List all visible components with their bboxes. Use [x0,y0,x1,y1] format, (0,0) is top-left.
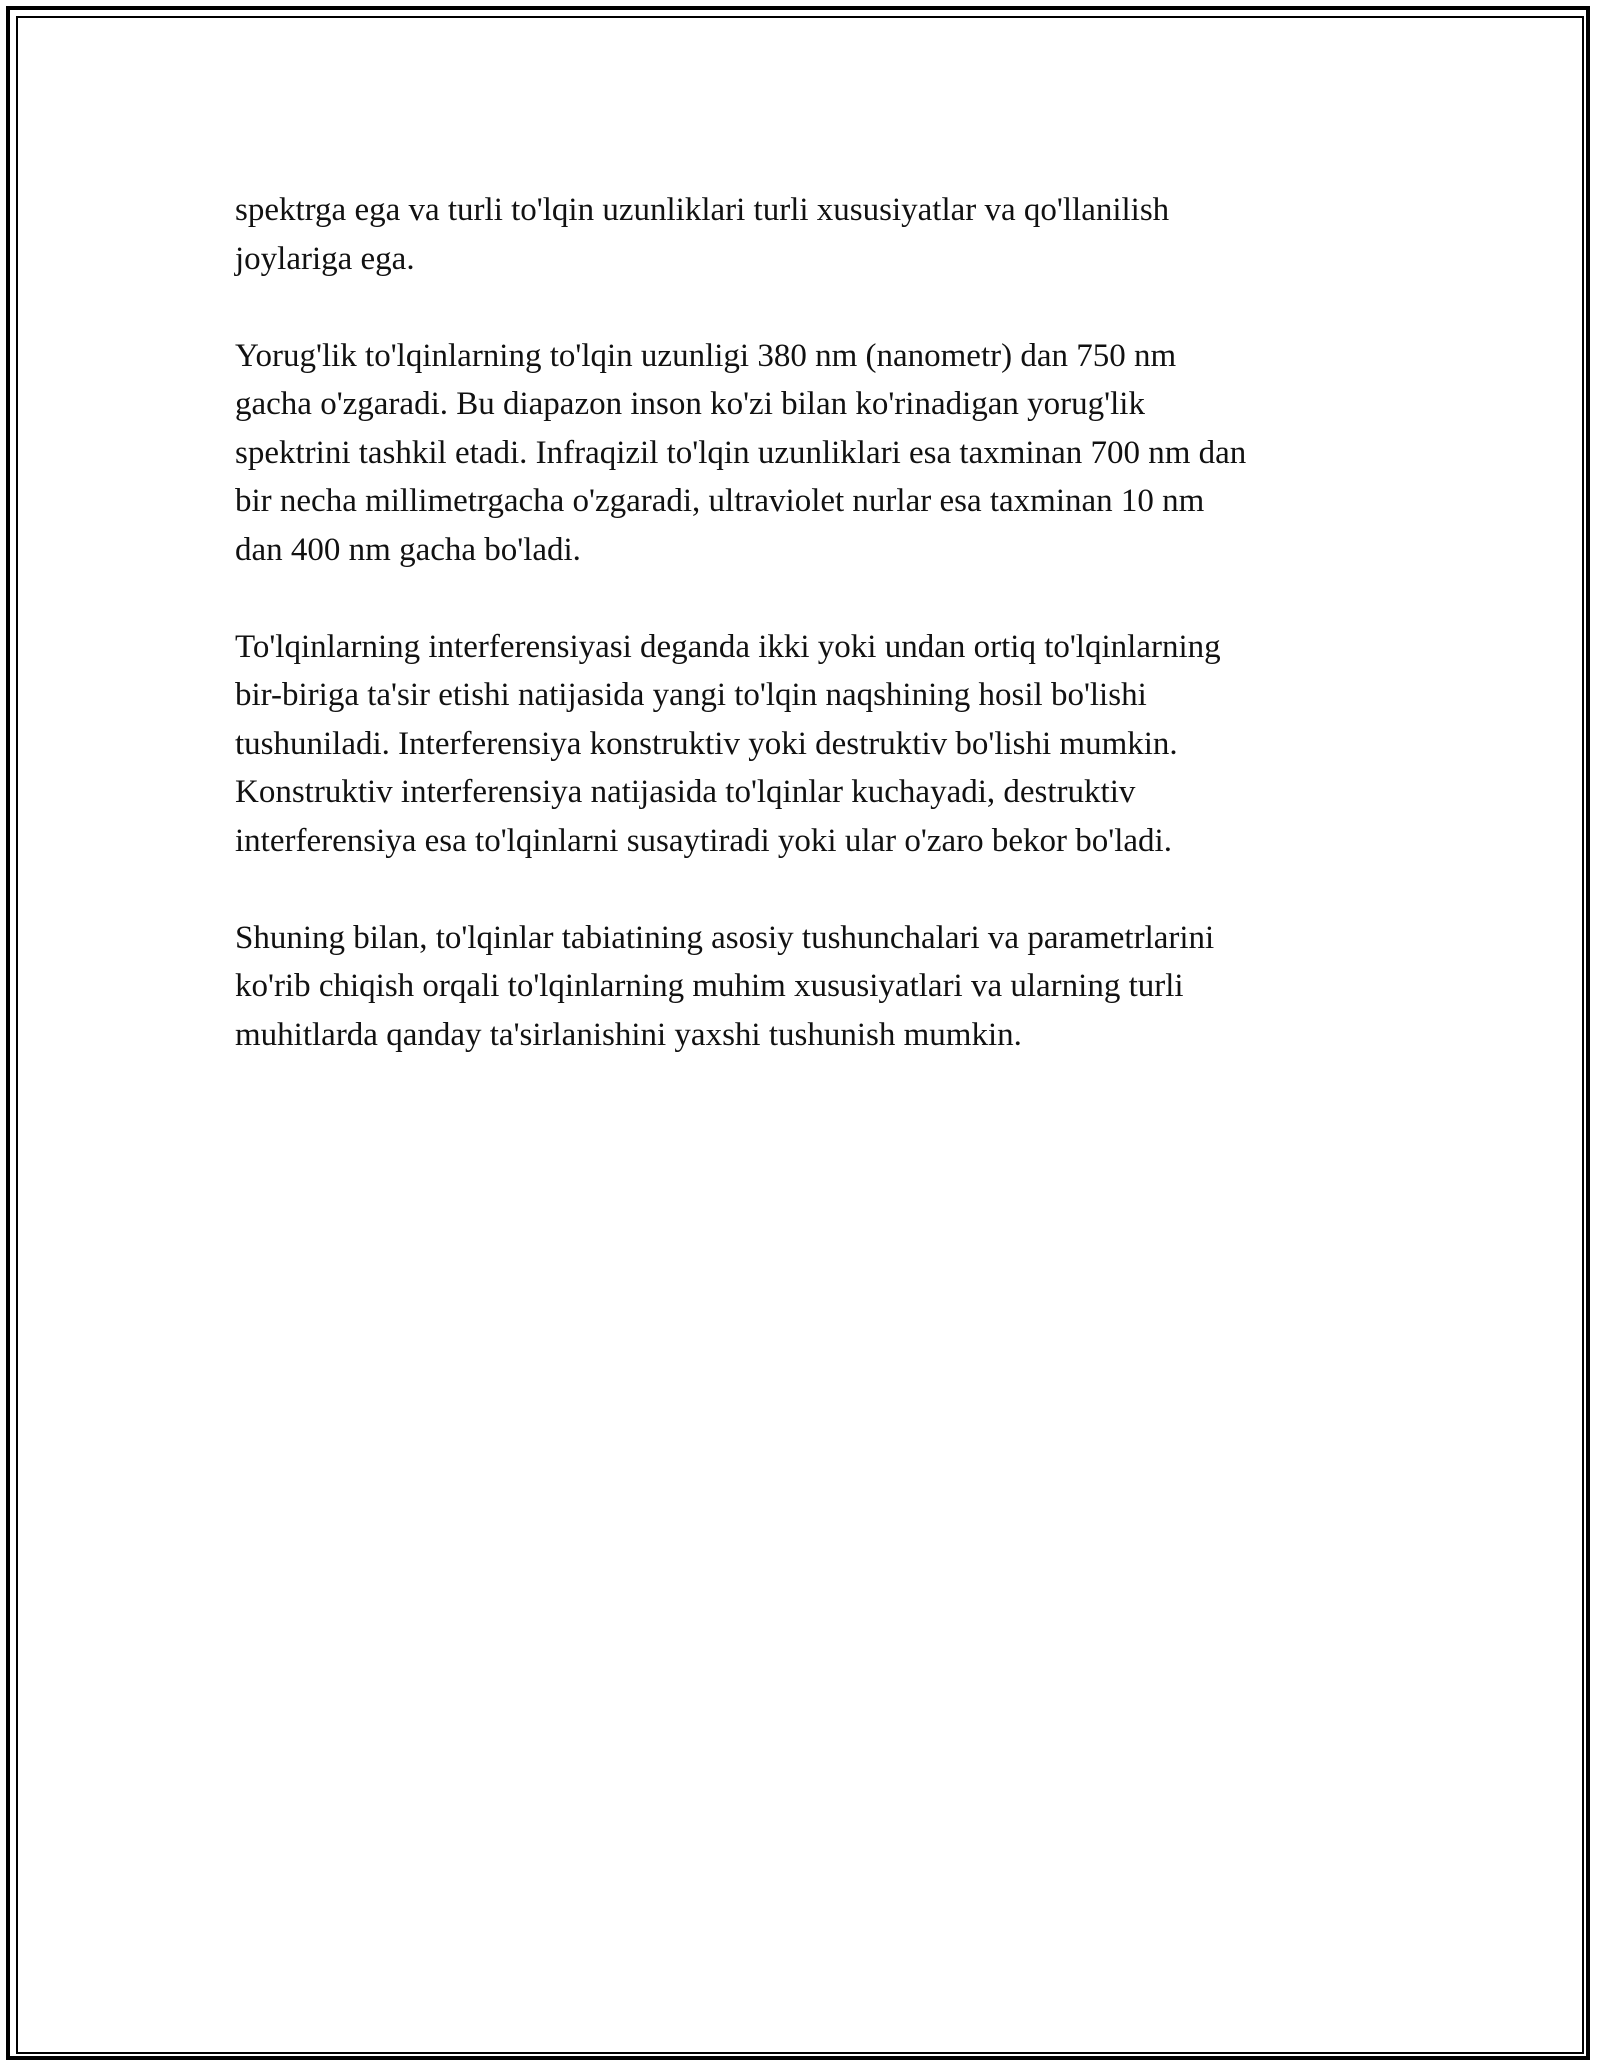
paragraph-line: bir necha millimetrgacha o'zgaradi, ultraviolet nurlar esa taxminan 10 nm [235,483,1205,519]
paragraph-1 [235,186,1365,283]
paragraph-line: gacha o'zgaradi. Bu diapazon inson ko'zi bilan ko'rinadigan yorug'lik [235,386,1145,422]
paragraph-line: spektrini tashkil etadi. Infraqizil to'lqin uzunliklari esa taxminan 700 nm dan [235,434,1247,471]
page-content [235,186,1365,1108]
paragraph-line: joylariga ega. [235,240,415,277]
paragraph-line: Yorug'lik to'lqinlarning to'lqin uzunligi 380 nm (nanometr) dan 750 nm [235,337,1177,374]
paragraph-line: spektrga ega va turli to'lqin uzunliklari turli xususiyatlar va qo'llanilish [235,192,1170,228]
paragraph-line: Konstruktiv interferensiya natijasida to'lqinlar kuchayadi, destruktiv [235,774,1136,810]
paragraph-line: interferensiya esa to'lqinlarni susaytiradi yoki ular o'zaro bekor bo'ladi. [235,822,1172,859]
paragraph-line: Shuning bilan, to'lqinlar tabiatining asosiy tushunchalari va parametrlarini [235,919,1215,956]
paragraph-line: ko'rib chiqish orqali to'lqinlarning muhim xususiyatlari va ularning turli [235,968,1184,1004]
paragraph-4 [235,914,1365,1060]
paragraph-2 [235,332,1365,575]
paragraph-3 [235,623,1365,866]
paragraph-line: To'lqinlarning interferensiyasi deganda ikki yoki undan ortiq to'lqinlarning [235,628,1221,665]
paragraph-line: bir-biriga ta'sir etishi natijasida yangi to'lqin naqshining hosil bo'lishi [235,677,1147,713]
paragraph-line: dan 400 nm gacha bo'ladi. [235,531,581,568]
paragraph-line: muhitlarda qanday ta'sirlanishini yaxshi tushunish mumkin. [235,1016,1022,1053]
paragraph-line: tushuniladi. Interferensiya konstruktiv yoki destruktiv bo'lishi mumkin. [235,725,1178,762]
